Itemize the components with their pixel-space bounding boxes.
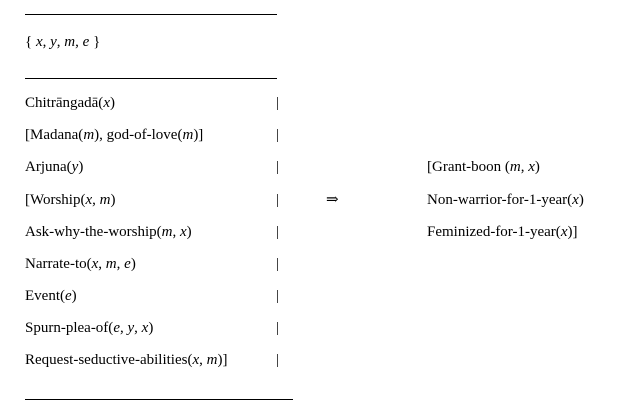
header-rule: [25, 78, 277, 79]
antecedent-line: [Worship(x, m): [25, 192, 116, 208]
variable: y: [50, 34, 57, 50]
separator-bar: |: [276, 95, 280, 111]
separator-bar: |: [276, 320, 280, 336]
variable-set-open: {: [25, 34, 36, 50]
antecedent-line: Ask-why-the-worship(m, x): [25, 224, 192, 240]
bottom-rule: [25, 399, 293, 400]
separator-bar: |: [276, 127, 280, 143]
antecedent-line: Arjuna(y): [25, 159, 84, 175]
top-rule: [25, 14, 277, 15]
separator-bar: |: [276, 288, 280, 304]
separator-bar: |: [276, 352, 280, 368]
variable-set: { x, y, m, e }: [25, 34, 101, 50]
variable-set-close: }: [89, 34, 101, 50]
antecedent-line: [Madana(m), god-of-love(m)]: [25, 127, 204, 143]
implies-arrow-icon: ⇒: [326, 192, 339, 208]
antecedent-line: Chitrāngadā(x): [25, 95, 115, 111]
antecedent-line: Event(e): [25, 288, 77, 304]
variable: e: [82, 34, 90, 50]
separator-bar: |: [276, 256, 280, 272]
antecedent-line: Spurn-plea-of(e, y, x): [25, 320, 154, 336]
separator-bar: |: [276, 159, 280, 175]
separator-bar: |: [276, 224, 280, 240]
antecedent-line: Narrate-to(x, m, e): [25, 256, 136, 272]
consequent-line: Non-warrior-for-1-year(x): [427, 192, 584, 208]
variable: x: [35, 34, 43, 50]
variable: m: [64, 34, 76, 50]
consequent-line: [Grant-boon (m, x): [427, 159, 540, 175]
consequent-line: Feminized-for-1-year(x)]: [427, 224, 578, 240]
antecedent-line: Request-seductive-abilities(x, m)]: [25, 352, 228, 368]
separator-bar: |: [276, 192, 280, 208]
